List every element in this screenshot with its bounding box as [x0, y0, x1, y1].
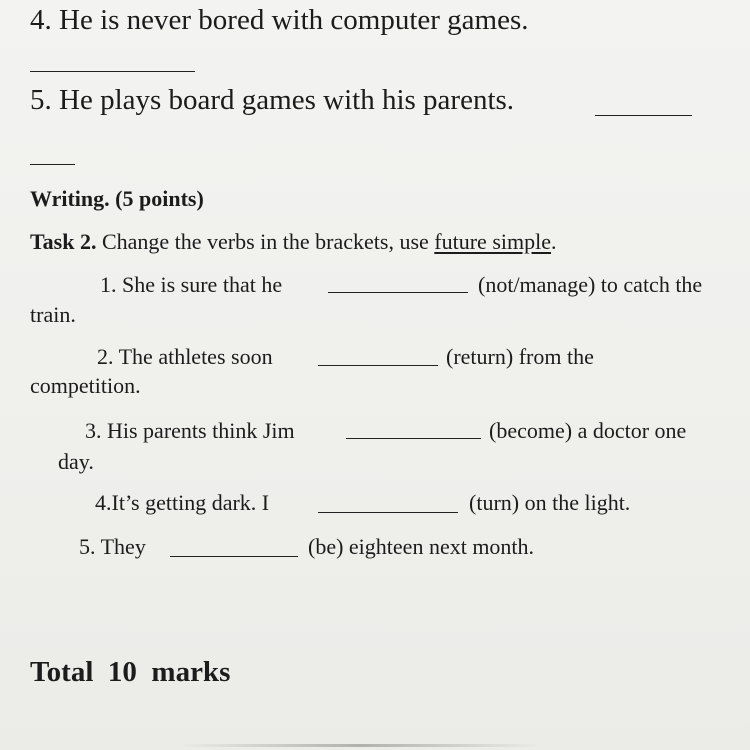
verb-hint: (return)	[446, 344, 514, 369]
sentence-number: 4.	[95, 490, 112, 515]
sentence-1	[100, 272, 282, 298]
answer-blank-2[interactable]	[318, 365, 438, 366]
sentence-1-continuation: train.	[30, 302, 76, 327]
exercise-item-5	[30, 83, 514, 117]
sentence-4	[95, 490, 269, 516]
sentence-before: It’s getting dark. I	[111, 490, 270, 515]
verb-hint: (become)	[489, 418, 573, 443]
answer-blank-1[interactable]	[328, 292, 468, 293]
sentence-5	[79, 534, 146, 560]
total-label: Total	[30, 656, 94, 688]
item-text: He is never bored with computer games.	[59, 4, 529, 36]
section-heading: Writing. (5 points)	[30, 186, 204, 211]
sentence-number: 1.	[100, 272, 117, 297]
page-bottom-edge	[180, 744, 540, 747]
item-number: 4.	[30, 4, 52, 36]
sentence-after: on the light.	[524, 490, 631, 515]
sentence-after: to catch the	[600, 272, 703, 297]
item-number: 5.	[30, 84, 52, 116]
task-text: Change the verbs in the brackets, use	[96, 229, 435, 254]
sentence-before: She is sure that he	[122, 272, 283, 297]
answer-blank-3[interactable]	[346, 438, 481, 439]
sentence-3-continuation: day.	[58, 449, 94, 474]
sentence-3-after	[489, 418, 686, 444]
sentence-4-after	[469, 490, 630, 516]
sentence-2	[97, 344, 273, 370]
task-label: Task 2.	[30, 229, 97, 254]
sentence-1-after	[478, 272, 702, 298]
sentence-after: from the	[518, 344, 594, 369]
total-value: 10	[107, 656, 137, 688]
sentence-2-continuation: competition.	[30, 373, 141, 398]
sentence-5-after	[308, 534, 534, 560]
verb-hint: (be)	[308, 534, 344, 559]
answer-blank-5[interactable]	[170, 556, 298, 557]
sentence-2-after	[446, 344, 594, 370]
exercise-item-4	[30, 3, 529, 37]
sentence-number: 2.	[97, 344, 114, 369]
verb-hint: (turn)	[469, 490, 520, 515]
sentence-before: His parents think Jim	[107, 418, 295, 443]
task-instruction	[30, 229, 557, 255]
sentence-before: They	[100, 534, 146, 559]
answer-blank-item-4[interactable]	[30, 71, 195, 72]
sentence-3	[85, 418, 295, 444]
tense-name: future simple	[434, 229, 551, 254]
task-text-end: .	[551, 229, 557, 254]
sentence-after: eighteen next month.	[348, 534, 535, 559]
total-unit: marks	[151, 656, 231, 688]
sentence-number: 5.	[79, 534, 96, 559]
answer-blank-item-5[interactable]	[595, 115, 692, 116]
sentence-after: a doctor one	[577, 418, 687, 443]
total-marks	[30, 655, 230, 689]
sentence-number: 3.	[85, 418, 102, 443]
answer-blank-item-5-continued[interactable]	[30, 164, 75, 165]
answer-blank-4[interactable]	[318, 512, 458, 513]
sentence-before: The athletes soon	[118, 344, 273, 369]
verb-hint: (not/manage)	[478, 272, 596, 297]
item-text: He plays board games with his parents.	[59, 84, 515, 116]
